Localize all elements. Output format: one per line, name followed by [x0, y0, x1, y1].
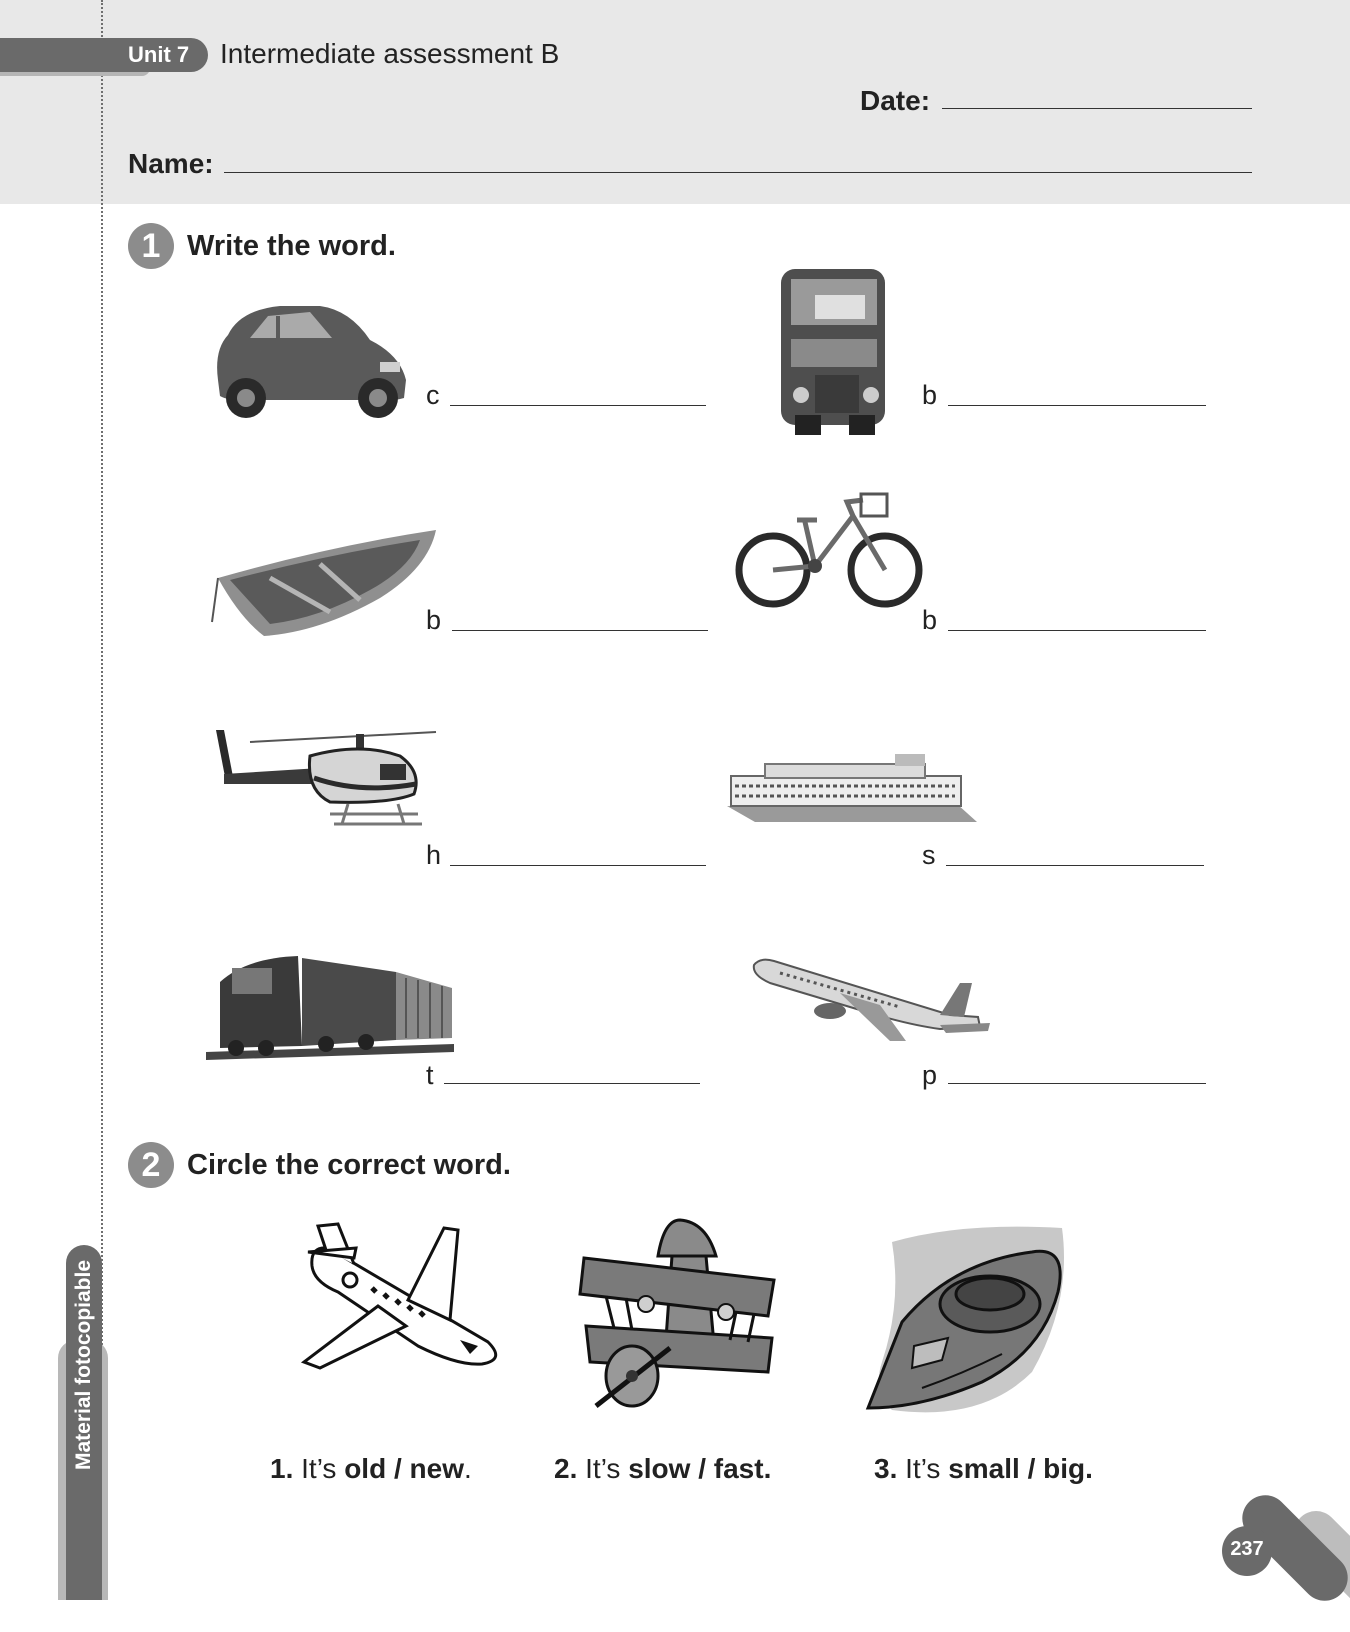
- date-label: Date:: [860, 85, 931, 116]
- jet-plane-icon: [298, 1222, 508, 1382]
- sentence-1: [270, 1452, 472, 1486]
- car-icon: [210, 300, 415, 422]
- biplane-icon: [576, 1216, 786, 1416]
- photocopiable-label: Material fotocopiable: [72, 1259, 95, 1471]
- rowing-boat-icon: [210, 528, 440, 640]
- boat-letter: b: [426, 605, 442, 635]
- airplane-letter: p: [922, 1060, 938, 1090]
- train-icon: [206, 948, 456, 1062]
- sentence-1-options[interactable]: old / new: [344, 1453, 464, 1484]
- exercise-1-number: 1: [128, 223, 174, 269]
- sentence-2-options[interactable]: slow / fast.: [628, 1453, 772, 1484]
- date-field[interactable]: [942, 108, 1252, 109]
- helicopter-letter: h: [426, 840, 442, 870]
- helicopter-icon: [210, 728, 440, 838]
- bus-answer-line[interactable]: [948, 405, 1206, 406]
- boat-answer-line[interactable]: [452, 630, 708, 631]
- airplane-answer-line[interactable]: [948, 1083, 1206, 1084]
- bicycle-icon: [735, 492, 925, 612]
- sentence-3-lead: It’s: [905, 1453, 941, 1484]
- name-field[interactable]: [224, 172, 1252, 173]
- sentence-2: [554, 1452, 771, 1486]
- exercise-2-instruction: Circle the correct word.: [187, 1149, 511, 1181]
- car-letter: c: [426, 380, 440, 410]
- sentence-2-lead: It’s: [585, 1453, 621, 1484]
- sentence-3-number: 3.: [874, 1453, 898, 1484]
- name-label: Name:: [128, 148, 214, 179]
- double-decker-bus-icon: [775, 265, 895, 437]
- train-letter: t: [426, 1060, 434, 1090]
- ship-answer-line[interactable]: [946, 865, 1204, 866]
- sentence-1-number: 1.: [270, 1453, 294, 1484]
- speedboat-icon: [862, 1222, 1072, 1422]
- unit-label: Unit 7: [128, 42, 190, 67]
- bicycle-answer-line[interactable]: [948, 630, 1206, 631]
- airplane-icon: [750, 955, 995, 1055]
- exercise-1-instruction: Write the word.: [187, 230, 396, 262]
- bicycle-letter: b: [922, 605, 938, 635]
- exercise-2-number: 2: [128, 1142, 174, 1188]
- sentence-3-options[interactable]: small / big.: [948, 1453, 1093, 1484]
- sentence-3: [874, 1452, 1093, 1486]
- helicopter-answer-line[interactable]: [450, 865, 706, 866]
- sentence-1-end: .: [463, 1453, 472, 1484]
- ship-letter: s: [922, 840, 936, 870]
- train-answer-line[interactable]: [444, 1083, 700, 1084]
- ship-icon: [725, 752, 980, 826]
- assessment-title: Intermediate assessment B: [220, 38, 560, 69]
- bus-letter: b: [922, 380, 938, 410]
- car-answer-line[interactable]: [450, 405, 706, 406]
- sentence-2-number: 2.: [554, 1453, 578, 1484]
- page-number: 237: [1230, 1538, 1264, 1560]
- sentence-1-lead: It’s: [301, 1453, 337, 1484]
